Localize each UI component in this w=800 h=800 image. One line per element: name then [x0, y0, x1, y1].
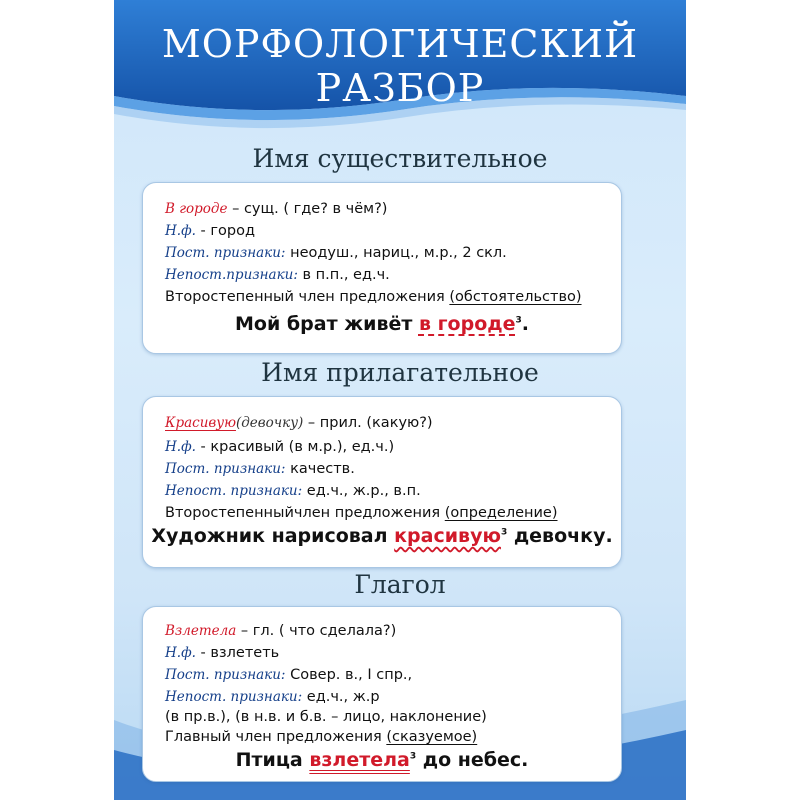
- line-word: [165, 621, 396, 641]
- example-after: до небес.: [416, 749, 529, 771]
- nf-value: - взлететь: [195, 645, 280, 661]
- part-of-speech: – гл. ( что сделала?): [236, 623, 397, 639]
- line-initial-form: [165, 643, 279, 663]
- nf-label: Н.ф.: [165, 645, 196, 661]
- nf-label: Н.ф.: [165, 223, 196, 239]
- var-value: в п.п., ед.ч.: [297, 267, 390, 283]
- line-sentence-member: [165, 287, 582, 307]
- card-adjective: [142, 396, 622, 568]
- var-value: ед.ч., ж.р., в.п.: [302, 483, 421, 499]
- example-word: взлетела: [309, 749, 410, 771]
- example-sup: 3: [515, 315, 522, 326]
- const-label: Пост. признаки:: [165, 667, 286, 683]
- title-line-2: РАЗБОР: [315, 66, 485, 110]
- analyzed-word: Взлетела: [165, 623, 237, 639]
- example-sentence: [143, 525, 621, 547]
- card-verb: [142, 606, 622, 782]
- poster: [114, 0, 686, 800]
- section-heading-noun: Имя существительное: [252, 144, 548, 173]
- card-noun: [142, 182, 622, 354]
- nf-value: - красивый (в м.р.), ед.ч.): [195, 439, 395, 455]
- example-sentence: [143, 313, 621, 335]
- analyzed-word: Красивую: [165, 415, 236, 431]
- line-word: [165, 199, 387, 219]
- line-variable-features-cont: (в пр.в.), (в н.в. и б.в. – лицо, наклонение): [165, 709, 487, 725]
- example-sup: 3: [500, 527, 508, 538]
- var-label: Непост. признаки:: [165, 689, 303, 705]
- word-extra: (девочку): [235, 415, 304, 431]
- line-sentence-member: [165, 727, 477, 747]
- part-of-speech: – сущ. ( где? в чём?): [227, 201, 388, 217]
- member-role: (определение): [444, 505, 558, 521]
- analyzed-word: В городе: [165, 201, 228, 217]
- part-of-speech: – прил. (какую?): [303, 415, 433, 431]
- line-initial-form: [165, 437, 394, 457]
- example-before: Птица: [235, 749, 310, 771]
- line-variable-features: [165, 687, 380, 707]
- const-label: Пост. признаки:: [165, 461, 286, 477]
- member-role: (сказуемое): [386, 729, 478, 745]
- section-heading-adjective: Имя прилагательное: [261, 358, 539, 387]
- member-text: Главный член предложения: [165, 729, 387, 745]
- example-word: в городе: [418, 313, 516, 335]
- line-variable-features: [165, 265, 390, 285]
- line-word: [165, 413, 433, 433]
- line-sentence-member: [165, 503, 558, 523]
- nf-value: - город: [195, 223, 255, 239]
- const-value: неодуш., нариц., м.р., 2 скл.: [285, 245, 507, 261]
- example-after: .: [521, 313, 529, 335]
- example-before: Мой брат живёт: [235, 313, 419, 335]
- title-line-1: МОРФОЛОГИЧЕСКИЙ: [161, 22, 639, 66]
- line-constant-features: [165, 665, 412, 685]
- section-heading-verb: Глагол: [354, 570, 446, 599]
- var-value: ед.ч., ж.р: [302, 689, 380, 705]
- line-initial-form: [165, 221, 255, 241]
- const-value: Совер. в., I спр.,: [285, 667, 413, 683]
- member-text: Второстепенный член предложения: [165, 289, 450, 305]
- example-before: Художник нарисовал: [151, 525, 395, 547]
- example-word: красивую: [394, 525, 501, 547]
- const-label: Пост. признаки:: [165, 245, 286, 261]
- member-text: Второстепенныйчлен предложения: [165, 505, 445, 521]
- line-variable-features: [165, 481, 421, 501]
- const-value: качеств.: [285, 461, 355, 477]
- var-label: Непост. признаки:: [165, 483, 303, 499]
- line-constant-features: [165, 243, 507, 263]
- example-sup: 3: [409, 751, 417, 762]
- line-constant-features: [165, 459, 355, 479]
- var-label: Непост.признаки:: [165, 267, 298, 283]
- example-after: девочку.: [507, 525, 613, 547]
- member-role: (обстоятельство): [449, 289, 582, 305]
- nf-label: Н.ф.: [165, 439, 196, 455]
- example-sentence: [143, 749, 621, 771]
